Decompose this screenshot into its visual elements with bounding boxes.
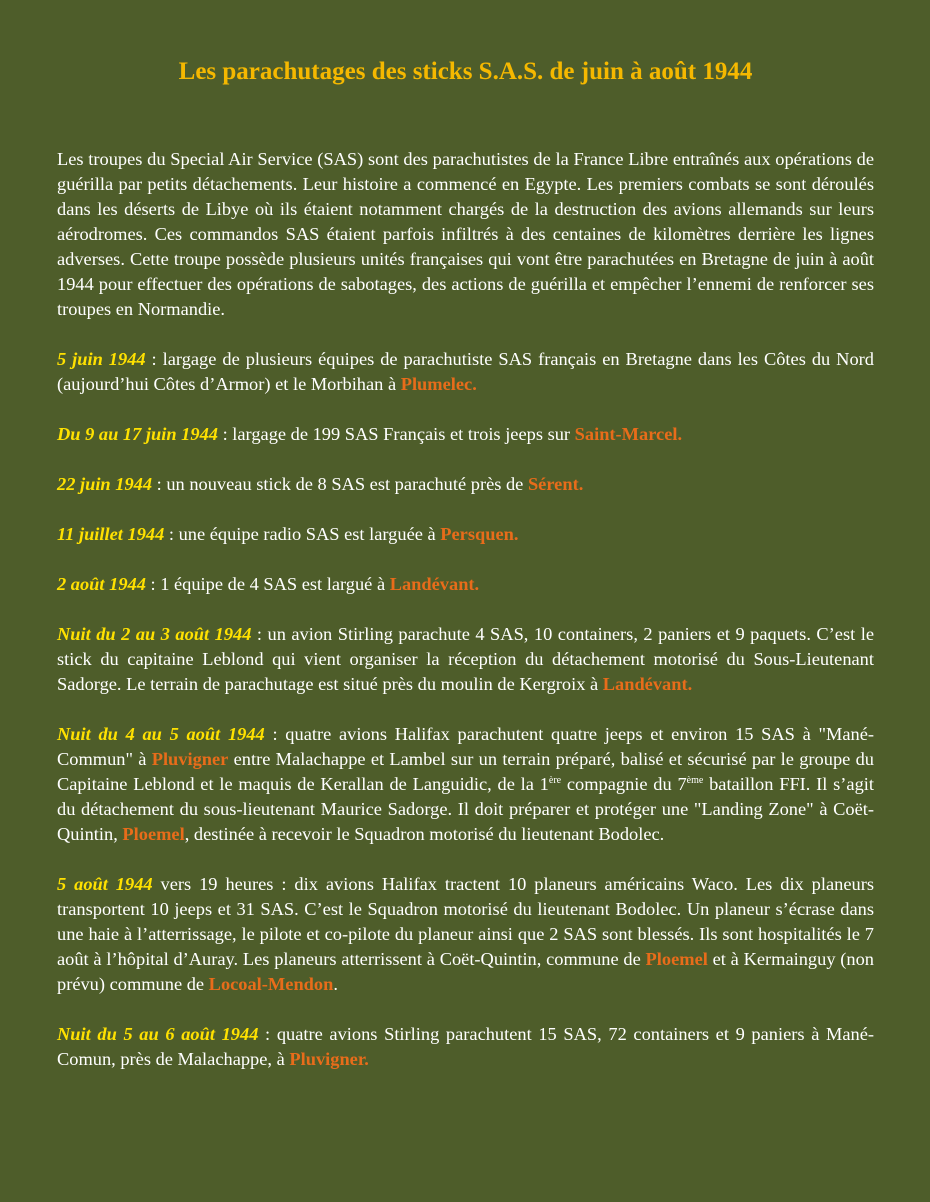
- entry-11-juillet: [57, 522, 874, 547]
- entry-text: .: [333, 974, 338, 994]
- place-name: Persquen.: [440, 524, 519, 544]
- entry-text: entre Malachappe et Lambel sur un terrain préparé, balisé et sécurisé par le groupe du Capitaine Leblond et le maquis de Kerallan de Languidic, de la 1: [57, 749, 874, 794]
- place-name: Ploemel: [645, 949, 708, 969]
- entry-date: 5 juin 1944: [57, 349, 146, 369]
- place-name: Pluvigner: [151, 749, 229, 769]
- entry-9-17-juin: [57, 422, 874, 447]
- place-name: Landévant.: [389, 574, 480, 594]
- entry-text: compagnie du 7: [561, 774, 687, 794]
- place-name: Landévant.: [602, 674, 693, 694]
- entry-text: : largage de plusieurs équipes de parachutiste SAS français en Bretagne dans les Côtes du Nord (aujourd’hui Côtes d’Armor) et le Morbihan à: [57, 349, 874, 394]
- entry-text: : quatre avions Halifax parachutent quatre jeeps et environ 15 SAS à "Mané-Commun" à: [57, 724, 875, 769]
- page-title: Les parachutages des sticks S.A.S. de juin à août 1944: [178, 58, 753, 85]
- entry-nuit-2-3-aout: [57, 622, 874, 697]
- entry-text: : largage de 199 SAS Français et trois jeeps sur: [217, 424, 575, 444]
- entry-2-aout: [57, 572, 874, 597]
- place-name: Locoal-Mendon: [208, 974, 334, 994]
- intro-paragraph: Les troupes du Special Air Service (SAS) sont des parachutistes de la France Libre entraînés aux opérations de guérilla par petits détachements. Leur histoire a commencé en Egypte. Les premiers combats se sont déroulés dans les déserts de Libye où ils étaient notamment chargés de la destruction des avions allemands sur leurs aérodromes. Ces commandos SAS étaient parfois infiltrés à des centaines de kilomètres derrière les lignes adverses. Cette troupe possède plusieurs unités françaises qui vont être parachutées en Bretagne de juin à août 1944 pour effectuer des opérations de sabotages, des actions de guérilla et empêcher l’ennemi de renforcer ses troupes en Normandie.: [57, 149, 874, 319]
- place-name: Saint-Marcel.: [574, 424, 683, 444]
- entry-5-aout: [57, 872, 874, 997]
- entry-text: vers 19 heures : dix avions Halifax tractent 10 planeurs américains Waco. Les dix planeurs transportent 10 jeeps et 31 SAS. C’est le Squadron motorisé du lieutenant Bodolec. Un planeur s’écrase dans une haie à l’atterrissage, le pilote et co-pilote du planeur ainsi que 2 SAS sont blessés. Ils sont hospitalités le 7 août à l’hôpital d’Auray. Les planeurs atterrissent à Coët-Quintin, commune de: [57, 874, 874, 969]
- document: [57, 52, 874, 1072]
- entry-text: : une équipe radio SAS est larguée à: [164, 524, 441, 544]
- entry-date: 22 juin 1944: [57, 474, 153, 494]
- place-name: Pluvigner.: [289, 1049, 369, 1069]
- entry-date: Nuit du 5 au 6 août 1944: [57, 1024, 259, 1044]
- entry-text: bataillon FFI. Il s’agit du détachement du sous-lieutenant Maurice Sadorge. Il doit préparer et protéger une "Landing Zone" à Coët-Quintin,: [57, 774, 875, 844]
- superscript: ème: [686, 775, 704, 786]
- entry-text: : un avion Stirling parachute 4 SAS, 10 containers, 2 paniers et 9 paquets. C’est le stick du capitaine Leblond qui vient organiser la réception du détachement motorisé du Sous-Lieutenant Sadorge. Le terrain de parachutage est situé près du moulin de Kergroix à: [57, 624, 874, 694]
- entry-text: : un nouveau stick de 8 SAS est parachuté près de: [152, 474, 528, 494]
- entry-date: Du 9 au 17 juin 1944: [57, 424, 218, 444]
- place-name: Plumelec.: [400, 374, 477, 394]
- entry-5-juin: [57, 347, 874, 397]
- place-name: Sérent.: [527, 474, 584, 494]
- entry-text: : quatre avions Stirling parachutent 15 SAS, 72 containers et 9 paniers à Mané-Comun, près de Malachappe, à: [57, 1024, 875, 1069]
- entry-text: , destinée à recevoir le Squadron motorisé du lieutenant Bodolec.: [184, 824, 665, 844]
- place-name: Ploemel: [122, 824, 185, 844]
- entry-text: : 1 équipe de 4 SAS est largué à: [145, 574, 390, 594]
- entry-date: 2 août 1944: [57, 574, 146, 594]
- superscript: ère: [548, 775, 562, 786]
- entry-nuit-5-6-aout: [57, 1022, 874, 1072]
- entry-date: Nuit du 2 au 3 août 1944: [57, 624, 252, 644]
- entry-22-juin: [57, 472, 874, 497]
- entry-date: Nuit du 4 au 5 août 1944: [57, 724, 265, 744]
- entry-date: 5 août 1944: [57, 874, 153, 894]
- entry-nuit-4-5-aout: [57, 722, 874, 847]
- entry-text: et à Kermainguy (non prévu) commune de: [57, 949, 875, 994]
- entry-date: 11 juillet 1944: [57, 524, 165, 544]
